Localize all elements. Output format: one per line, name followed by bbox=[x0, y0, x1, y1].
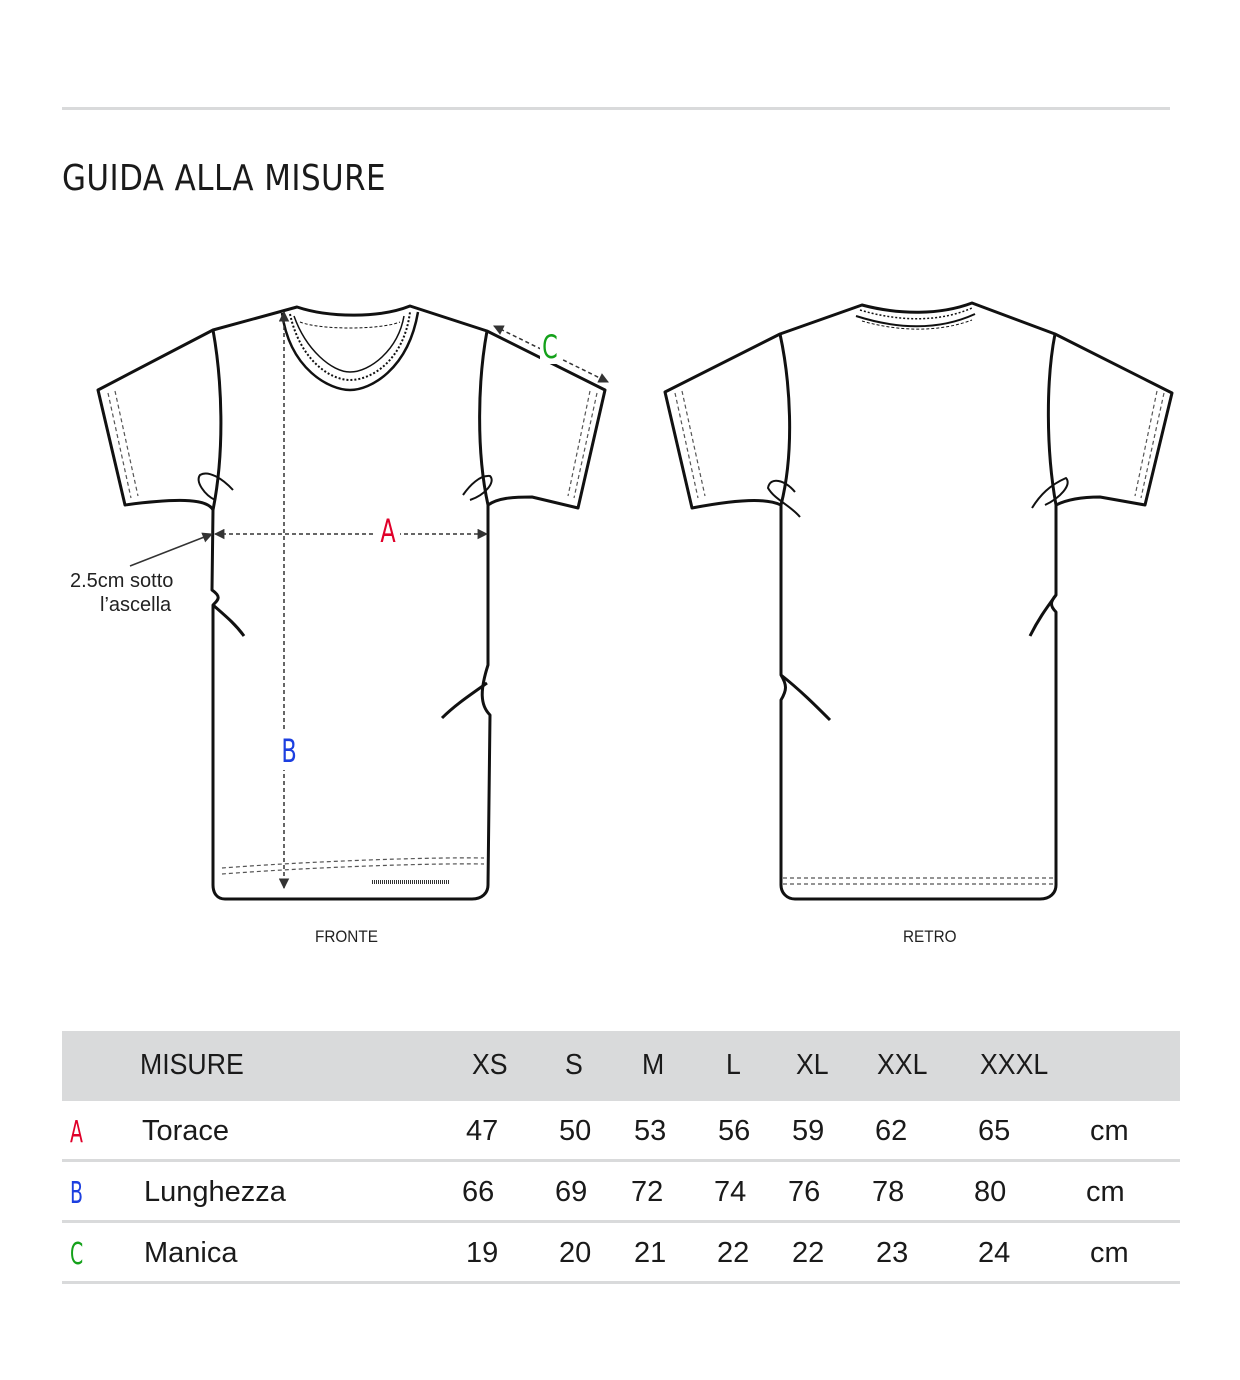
size-table-header bbox=[62, 1031, 1180, 1101]
header-size-l: L bbox=[726, 1049, 741, 1081]
header-misure: MISURE bbox=[140, 1049, 244, 1081]
cell-value: 56 bbox=[718, 1115, 751, 1147]
cell-value: 22 bbox=[792, 1237, 825, 1269]
row-name: Lunghezza bbox=[144, 1176, 286, 1208]
front-view-label: FRONTE bbox=[315, 927, 378, 946]
header-size-s: S bbox=[565, 1049, 583, 1081]
cell-value: 66 bbox=[462, 1176, 495, 1208]
armpit-note-line1: 2.5cm sotto bbox=[70, 570, 174, 592]
label-c: C bbox=[542, 327, 558, 367]
cell-value: 24 bbox=[978, 1237, 1011, 1269]
cell-value: 62 bbox=[875, 1115, 908, 1147]
row-letter-a: A bbox=[70, 1115, 83, 1150]
cell-value: 59 bbox=[792, 1115, 825, 1147]
cell-value: 72 bbox=[631, 1176, 664, 1208]
cell-value: 21 bbox=[634, 1237, 667, 1269]
front-tshirt bbox=[98, 306, 605, 899]
header-size-xxl: XXL bbox=[877, 1049, 928, 1081]
row-name: Torace bbox=[142, 1115, 230, 1147]
cell-unit: cm bbox=[1086, 1176, 1125, 1208]
table-row bbox=[62, 1162, 1180, 1223]
page-title: GUIDA ALLA MISURE bbox=[62, 158, 387, 199]
table-row bbox=[62, 1223, 1180, 1284]
cell-value: 53 bbox=[634, 1115, 667, 1147]
cell-value: 22 bbox=[717, 1237, 750, 1269]
header-size-xs: XS bbox=[472, 1049, 508, 1081]
row-name: Manica bbox=[144, 1237, 238, 1269]
armpit-note-line2: l’ascella bbox=[100, 594, 172, 616]
table-row bbox=[62, 1101, 1180, 1162]
cell-value: 50 bbox=[559, 1115, 592, 1147]
row-letter-c: C bbox=[70, 1237, 84, 1272]
tshirt-diagram bbox=[0, 290, 1240, 970]
cell-unit: cm bbox=[1090, 1237, 1129, 1269]
size-table bbox=[62, 1031, 1180, 1284]
label-a: A bbox=[380, 511, 396, 551]
header-size-xxxl: XXXL bbox=[980, 1049, 1049, 1081]
cell-value: 20 bbox=[559, 1237, 592, 1269]
cell-value: 74 bbox=[714, 1176, 747, 1208]
back-view-label: RETRO bbox=[903, 927, 957, 946]
cell-unit: cm bbox=[1090, 1115, 1129, 1147]
cell-value: 69 bbox=[555, 1176, 588, 1208]
label-b: B bbox=[281, 731, 297, 771]
cell-value: 19 bbox=[466, 1237, 499, 1269]
cell-value: 23 bbox=[876, 1237, 909, 1269]
cell-value: 65 bbox=[978, 1115, 1011, 1147]
header-size-m: M bbox=[642, 1049, 665, 1081]
front-collar bbox=[282, 312, 418, 390]
cell-value: 80 bbox=[974, 1176, 1007, 1208]
row-letter-b: B bbox=[70, 1176, 83, 1211]
cell-value: 76 bbox=[788, 1176, 821, 1208]
top-divider bbox=[62, 107, 1170, 110]
armpit-pointer bbox=[130, 534, 212, 566]
cell-value: 47 bbox=[466, 1115, 499, 1147]
header-size-xl: XL bbox=[796, 1049, 829, 1081]
back-tshirt bbox=[665, 303, 1172, 899]
cell-value: 78 bbox=[872, 1176, 905, 1208]
